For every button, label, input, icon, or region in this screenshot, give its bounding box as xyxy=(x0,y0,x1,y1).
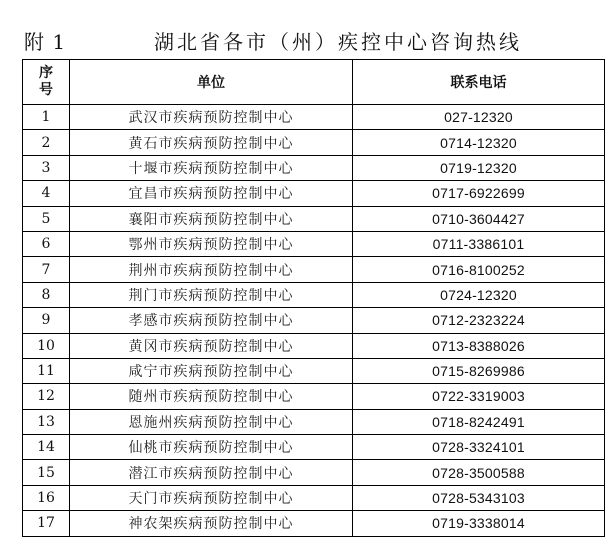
row-unit: 宜昌市疾病预防控制中心 xyxy=(70,181,353,206)
row-unit: 咸宁市疾病预防控制中心 xyxy=(70,358,353,383)
row-unit: 黄石市疾病预防控制中心 xyxy=(70,130,353,155)
table-row xyxy=(23,181,605,206)
annex-label: 附 1 xyxy=(24,30,67,54)
row-unit: 武汉市疾病预防控制中心 xyxy=(70,105,353,130)
header-seq-line1: 序 xyxy=(39,65,53,81)
row-unit: 荆州市疾病预防控制中心 xyxy=(70,257,353,282)
row-unit: 仙桃市疾病预防控制中心 xyxy=(70,435,353,460)
table-row xyxy=(23,308,605,333)
table-row xyxy=(23,333,605,358)
row-unit: 神农架疾病预防控制中心 xyxy=(70,511,353,536)
row-seq: 8 xyxy=(23,282,70,307)
row-phone: 0728-3324101 xyxy=(353,435,605,460)
row-phone: 0710-3604427 xyxy=(353,206,605,231)
table-row xyxy=(23,485,605,510)
row-unit: 鄂州市疾病预防控制中心 xyxy=(70,231,353,256)
table-row xyxy=(23,358,605,383)
table-row xyxy=(23,155,605,180)
page-title: 湖北省各市（州）疾控中心咨询热线 xyxy=(154,30,522,54)
table-row xyxy=(23,105,605,130)
row-phone: 0724-12320 xyxy=(353,282,605,307)
row-phone: 0711-3386101 xyxy=(353,231,605,256)
title-row xyxy=(24,27,604,57)
row-unit: 孝感市疾病预防控制中心 xyxy=(70,308,353,333)
table-row xyxy=(23,409,605,434)
row-seq: 14 xyxy=(23,435,70,460)
row-phone: 0716-8100252 xyxy=(353,257,605,282)
header-seq-line2: 号 xyxy=(39,82,53,98)
row-seq: 13 xyxy=(23,409,70,434)
header-row xyxy=(23,60,605,105)
row-unit: 荆门市疾病预防控制中心 xyxy=(70,282,353,307)
row-phone: 0719-12320 xyxy=(353,155,605,180)
table-row xyxy=(23,460,605,485)
row-unit: 天门市疾病预防控制中心 xyxy=(70,485,353,510)
row-unit: 十堰市疾病预防控制中心 xyxy=(70,155,353,180)
row-seq: 9 xyxy=(23,308,70,333)
row-unit: 潜江市疾病预防控制中心 xyxy=(70,460,353,485)
row-unit: 恩施州疾病预防控制中心 xyxy=(70,409,353,434)
row-seq: 6 xyxy=(23,231,70,256)
row-seq: 1 xyxy=(23,105,70,130)
row-seq: 3 xyxy=(23,155,70,180)
table-body xyxy=(23,105,605,537)
row-phone: 0728-5343103 xyxy=(353,485,605,510)
row-seq: 16 xyxy=(23,485,70,510)
row-unit: 黄冈市疾病预防控制中心 xyxy=(70,333,353,358)
row-phone: 0714-12320 xyxy=(353,130,605,155)
row-phone: 027-12320 xyxy=(353,105,605,130)
row-phone: 0712-2323224 xyxy=(353,308,605,333)
row-seq: 15 xyxy=(23,460,70,485)
row-seq: 5 xyxy=(23,206,70,231)
hotline-table xyxy=(22,59,605,537)
row-phone: 0728-3500588 xyxy=(353,460,605,485)
table-row xyxy=(23,231,605,256)
row-unit: 襄阳市疾病预防控制中心 xyxy=(70,206,353,231)
header-unit: 单位 xyxy=(70,60,353,105)
row-seq: 11 xyxy=(23,358,70,383)
row-phone: 0717-6922699 xyxy=(353,181,605,206)
header-phone: 联系电话 xyxy=(353,60,605,105)
row-phone: 0722-3319003 xyxy=(353,384,605,409)
row-phone: 0715-8269986 xyxy=(353,358,605,383)
row-seq: 7 xyxy=(23,257,70,282)
row-phone: 0719-3338014 xyxy=(353,511,605,536)
table-row xyxy=(23,257,605,282)
table-row xyxy=(23,384,605,409)
row-unit: 随州市疾病预防控制中心 xyxy=(70,384,353,409)
table-header xyxy=(23,60,605,105)
table-row xyxy=(23,206,605,231)
table-row xyxy=(23,435,605,460)
row-seq: 2 xyxy=(23,130,70,155)
header-seq xyxy=(23,60,70,105)
row-seq: 4 xyxy=(23,181,70,206)
table-row xyxy=(23,130,605,155)
row-seq: 17 xyxy=(23,511,70,536)
row-seq: 12 xyxy=(23,384,70,409)
table-row xyxy=(23,511,605,536)
row-phone: 0713-8388026 xyxy=(353,333,605,358)
row-phone: 0718-8242491 xyxy=(353,409,605,434)
table-row xyxy=(23,282,605,307)
row-seq: 10 xyxy=(23,333,70,358)
